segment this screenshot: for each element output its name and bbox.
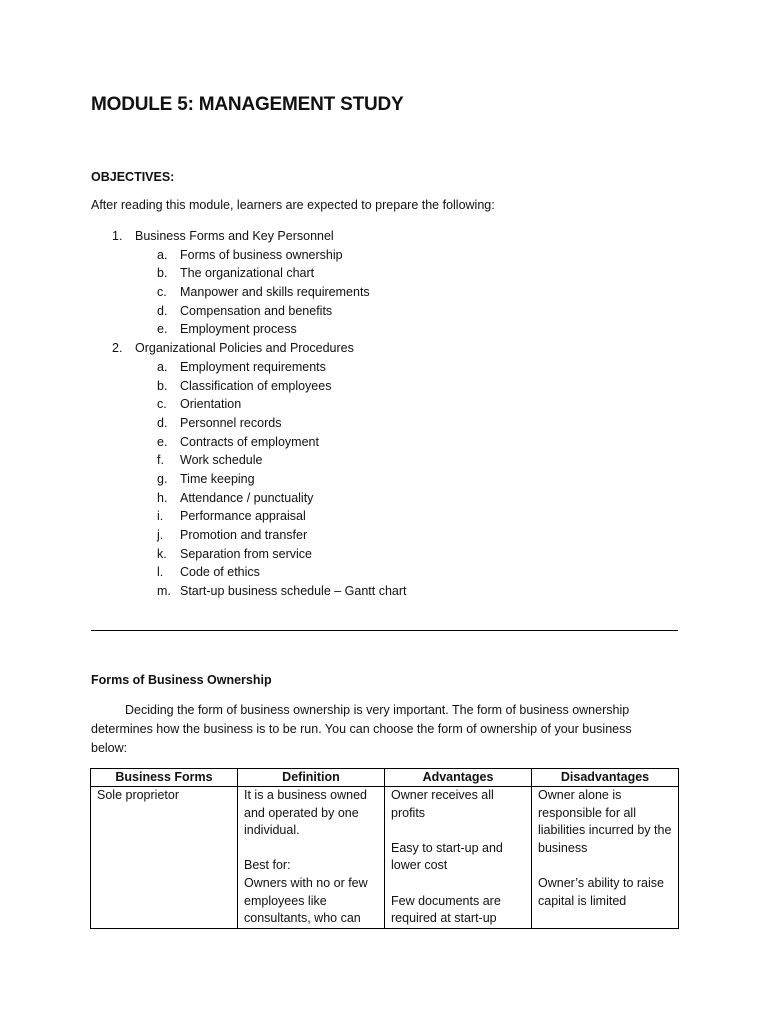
table-header-cell: Advantages <box>385 769 532 787</box>
outline-subitem-text: Manpower and skills requirements <box>180 285 370 300</box>
outline-subitem <box>91 283 691 302</box>
objectives-heading: OBJECTIVES: <box>91 170 175 184</box>
outline-subitem-marker: e. <box>157 434 168 449</box>
outline-subitem-marker: f. <box>157 453 164 468</box>
outline-subitem-marker: e. <box>157 322 168 337</box>
outline-subitem <box>91 395 691 414</box>
outline-subitem-marker: l. <box>157 565 164 580</box>
cell-text: Easy to start-up and lower cost <box>391 840 503 873</box>
outline-subitem-text: Start-up business schedule – Gantt chart <box>180 584 407 599</box>
outline-subitem <box>91 470 691 489</box>
table-header-cell: Definition <box>238 769 385 787</box>
outline-subitem <box>91 489 691 508</box>
outline-subitem <box>91 414 691 433</box>
page-title: MODULE 5: MANAGEMENT STUDY <box>91 94 404 115</box>
outline-subitem-text: Classification of employees <box>180 378 332 393</box>
section-paragraph <box>91 701 661 758</box>
outline-subitem <box>91 433 691 452</box>
outline-subitem-marker: b. <box>157 266 168 281</box>
outline-subitem <box>91 320 691 339</box>
cell-text <box>244 840 378 858</box>
section-title: Forms of Business Ownership <box>91 673 272 687</box>
outline-subitem <box>91 563 691 582</box>
cell-text: Best for: <box>244 858 291 873</box>
outline-number: 1. <box>112 229 123 243</box>
outline-subitem-text: Attendance / punctuality <box>180 490 314 505</box>
cell-text: Owner receives all profits <box>391 788 494 820</box>
cell-text: Owners with no or few employees like consultants, who can <box>244 875 368 926</box>
outline-subitem <box>91 246 691 265</box>
outline-subitem-text: Performance appraisal <box>180 509 306 524</box>
business-forms-table <box>90 768 679 929</box>
paragraph-text: Deciding the form of business ownership is very important. The form of business ownership determines how the business is to be run. You can choose the form of ownership of your business below: <box>91 703 632 755</box>
outline-subitem-text: Work schedule <box>180 453 263 468</box>
cell-advantages <box>385 787 532 929</box>
outline-subitem-marker: d. <box>157 303 168 318</box>
outline-subitem-text: Employment process <box>180 322 297 337</box>
outline-subitem-text: Time keeping <box>180 471 255 486</box>
outline-subitem <box>91 377 691 396</box>
outline-subitem-text: Orientation <box>180 397 242 412</box>
outline-subitem-marker: m. <box>157 584 171 599</box>
outline-subitem-marker: d. <box>157 415 168 430</box>
outline-subitem-marker: b. <box>157 378 168 393</box>
cell-text: Few documents are required at start-up <box>391 893 501 926</box>
outline-subitem-marker: c. <box>157 285 167 300</box>
cell-disadvantages <box>532 787 679 929</box>
outline-subitem-marker: i. <box>157 509 164 524</box>
cell-text <box>391 875 525 893</box>
table-header-row <box>91 769 679 787</box>
outline-label: Organizational Policies and Procedures <box>135 341 354 356</box>
cell-business-form: Sole proprietor <box>91 787 238 929</box>
intro-text: After reading this module, learners are expected to prepare the following: <box>91 198 495 212</box>
outline-subitem-text: Forms of business ownership <box>180 247 343 262</box>
outline-subitem-text: Code of ethics <box>180 565 260 580</box>
outline-item <box>91 339 691 358</box>
cell-text <box>391 822 525 840</box>
cell-text: Owner alone is responsible for all liabilities incurred by the business <box>538 788 672 855</box>
outline-item <box>91 227 691 246</box>
table-header-cell: Disadvantages <box>532 769 679 787</box>
outline-subitem <box>91 302 691 321</box>
outline-subitem <box>91 545 691 564</box>
outline-subitem <box>91 526 691 545</box>
cell-text <box>538 857 672 875</box>
cell-text: It is a business owned and operated by one individual. <box>244 788 367 838</box>
outline-subitem-text: Contracts of employment <box>180 434 319 449</box>
outline-number: 2. <box>112 341 123 356</box>
outline-subitem-marker: k. <box>157 546 167 561</box>
outline-subitem <box>91 582 691 601</box>
outline-subitem <box>91 358 691 377</box>
outline-subitem-marker: c. <box>157 397 167 412</box>
outline-subitem <box>91 507 691 526</box>
outline-subitem <box>91 264 691 283</box>
outline-subitem-marker: a. <box>157 359 168 374</box>
cell-definition <box>238 787 385 929</box>
outline-subitem-marker: g. <box>157 471 168 486</box>
outline-subitem <box>91 451 691 470</box>
table-header-cell: Business Forms <box>91 769 238 787</box>
outline-subitem-text: Employment requirements <box>180 359 326 374</box>
outline-subitem-marker: h. <box>157 490 168 505</box>
outline-subitem-marker: a. <box>157 247 168 262</box>
outline-subitem-text: Separation from service <box>180 546 313 561</box>
outline-subitem-text: The organizational chart <box>180 266 315 281</box>
horizontal-divider <box>91 630 678 631</box>
outline-subitem-text: Promotion and transfer <box>180 528 308 542</box>
objectives-outline <box>91 227 691 601</box>
outline-label: Business Forms and Key Personnel <box>135 229 334 243</box>
outline-subitem-marker: j. <box>157 528 164 542</box>
outline-subitem-text: Compensation and benefits <box>180 303 333 318</box>
cell-text: Owner’s ability to raise capital is limited <box>538 875 664 908</box>
table-row <box>91 787 679 929</box>
outline-subitem-text: Personnel records <box>180 415 282 430</box>
